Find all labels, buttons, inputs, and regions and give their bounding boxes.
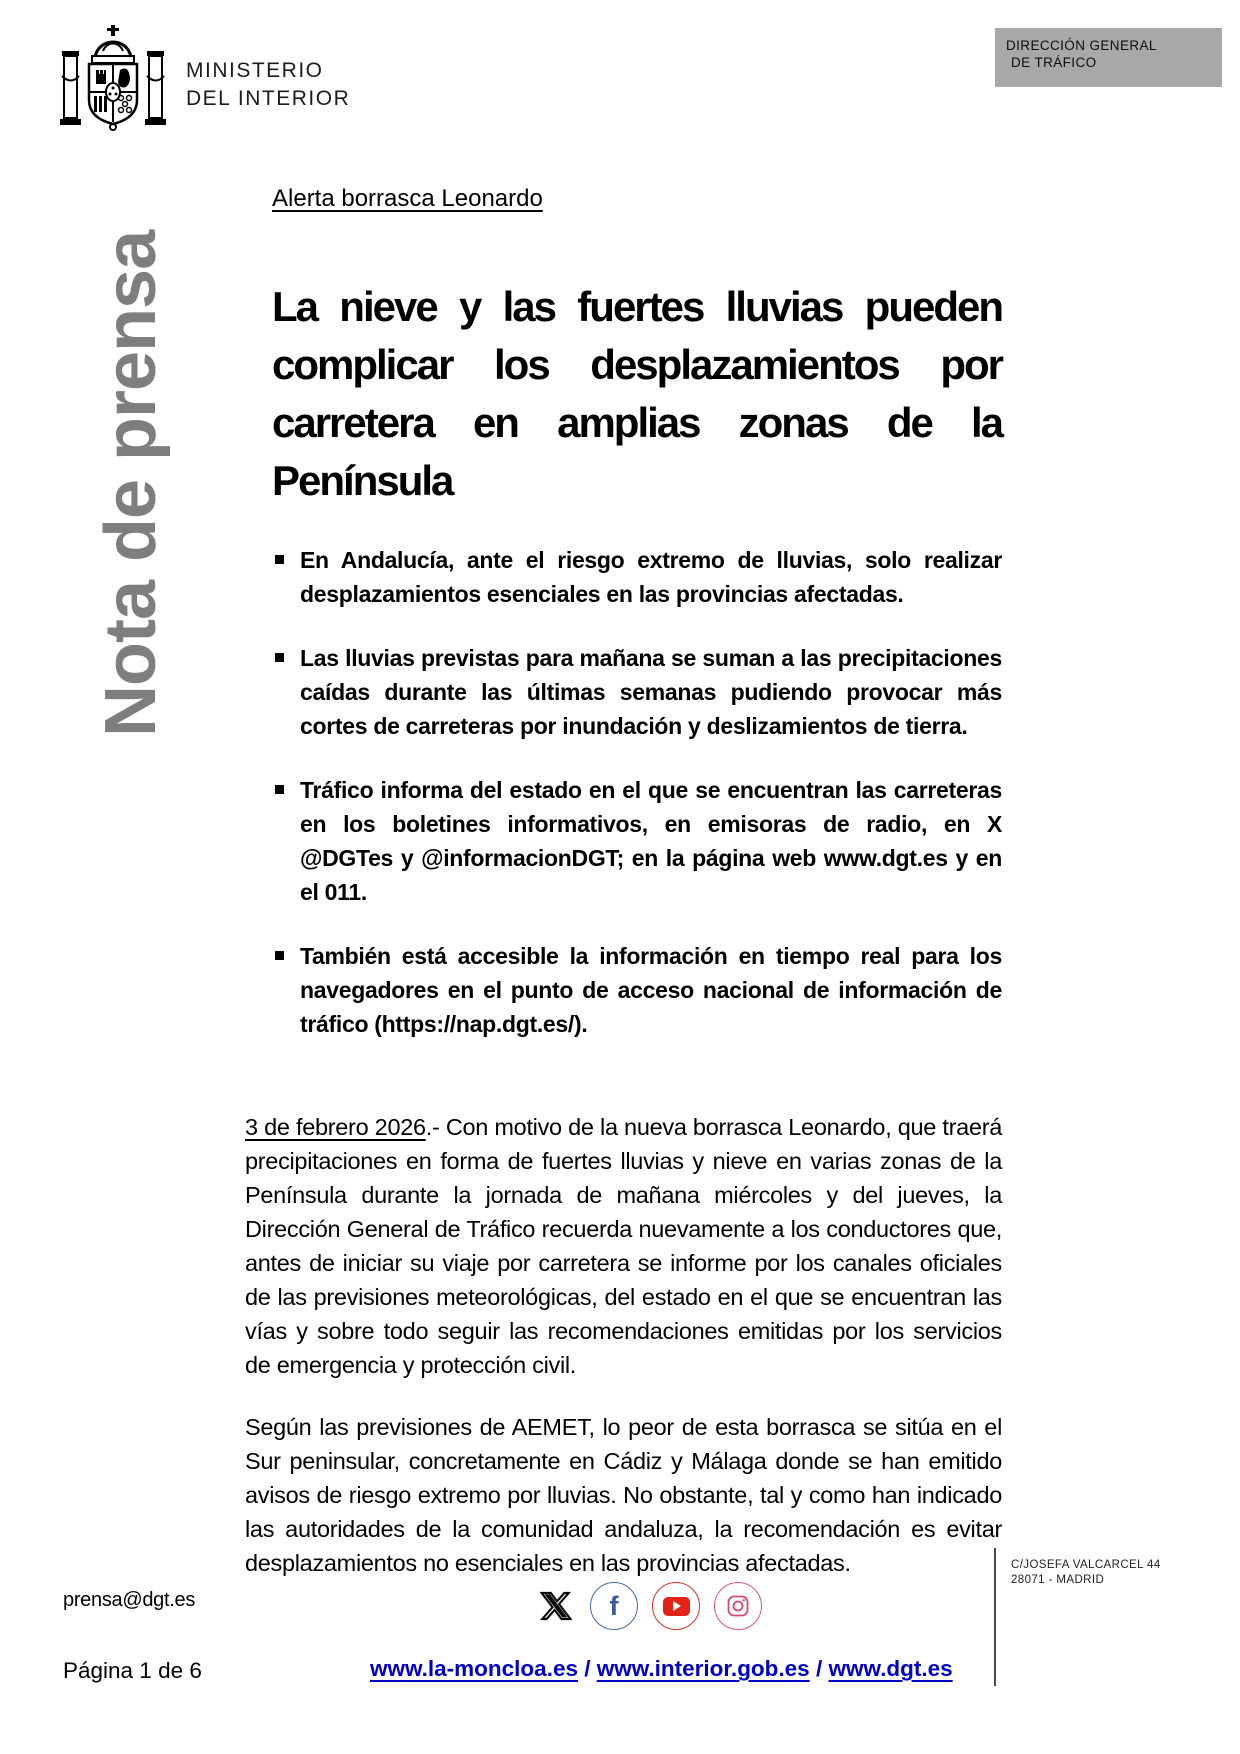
document-title — [272, 278, 1002, 510]
highlight-bullet-item: Las lluvias previstas para mañana se suman a las precipitaciones caídas durante las últimas semanas pudiendo provocar más cortes de carreteras por inundación y deslizamientos de tierra. — [272, 641, 1002, 743]
office-address — [1011, 1558, 1161, 1588]
ministry-line-2: DEL INTERIOR — [186, 87, 351, 110]
document-body — [245, 185, 1002, 1608]
spain-coat-of-arms-icon — [58, 24, 168, 138]
x-icon[interactable] — [540, 1590, 572, 1622]
ministry-name — [186, 57, 350, 113]
footer-link-separator: / — [809, 1656, 829, 1681]
body-paragraph — [245, 1110, 1002, 1382]
footer-link[interactable]: www.dgt.es — [828, 1656, 953, 1681]
document-title-line: Península — [272, 457, 453, 504]
youtube-play-glyph — [663, 1597, 690, 1616]
footer-link[interactable]: www.la-moncloa.es — [370, 1656, 578, 1681]
body-paragraphs — [245, 1110, 1002, 1580]
social-icons-row — [540, 1582, 762, 1630]
paragraph-text: .- Con motivo de la nueva borrasca Leonardo, que traerá precipitaciones en forma de fuertes lluvias y nieve en varias zonas de la Península durante la jornada de mañana miércoles y del jueves, la Dirección General de Tráfico recuerda nuevamente a los conductores que, antes de iniciar su viaje por carretera se informe por los canales oficiales de las previsiones meteorológicas, del estado en el que se encuentran las vías y sobre todo seguir las recomendaciones emitidas por los servicios de emergencia y protección civil. — [245, 1114, 1002, 1378]
footer-link[interactable]: www.interior.gob.es — [596, 1656, 810, 1681]
highlight-bullet-item: En Andalucía, ante el riesgo extremo de lluvias, solo realizar desplazamientos esenciales en las provincias afectadas. — [272, 543, 1002, 611]
body-paragraph — [245, 1410, 1002, 1580]
highlight-bullet-list — [272, 543, 1002, 1041]
highlight-bullet-item: Tráfico informa del estado en el que se encuentran las carreteras en los boletines informativos, en emisoras de radio, en X @DGTes y @informacionDGT; en la página web www.dgt.es y en el 011. — [272, 773, 1002, 909]
page-number: Página 1 de 6 — [63, 1658, 202, 1683]
document-title-line: La nieve y las fuertes lluvias pueden — [272, 283, 1002, 330]
footer-links — [370, 1656, 953, 1682]
agency-badge — [995, 28, 1222, 87]
document-title-line: complicar los desplazamientos por — [272, 341, 1002, 388]
facebook-icon[interactable]: f — [590, 1582, 638, 1630]
agency-badge-line: DIRECCIÓN GENERAL — [1006, 38, 1157, 53]
agency-badge-line: DE TRÁFICO — [1011, 55, 1097, 70]
instagram-icon[interactable] — [714, 1582, 762, 1630]
office-address-line: C/JOSEFA VALCARCEL 44 — [1011, 1559, 1161, 1571]
youtube-icon[interactable] — [652, 1582, 700, 1630]
document-title-line: carretera en amplias zonas de la — [272, 399, 1002, 446]
footer-link-separator: / — [577, 1656, 597, 1681]
press-email-link[interactable]: prensa@dgt.es — [63, 1589, 196, 1611]
press-release-vertical-label: Nota de prensa — [91, 230, 171, 737]
footer-divider-line — [994, 1548, 996, 1686]
office-address-line: 28071 - MADRID — [1011, 1574, 1105, 1586]
document-subject: Alerta borrasca Leonardo — [272, 185, 543, 212]
dateline: 3 de febrero 2026 — [245, 1114, 426, 1140]
ministry-line-1: MINISTERIO — [186, 59, 324, 82]
highlight-bullet-item: También está accesible la información en tiempo real para los navegadores en el punto de acceso nacional de información de tráfico (https://nap.dgt.es/). — [272, 939, 1002, 1041]
paragraph-text: Según las previsiones de AEMET, lo peor de esta borrasca se sitúa en el Sur peninsular, concretamente en Cádiz y Málaga donde se han emitido avisos de riesgo extremo por lluvias. No obstante, tal y como han indicado las autoridades de la comunidad andaluza, la recomendación es evitar desplazamientos no esenciales en las provincias afectadas. — [245, 1414, 1002, 1576]
